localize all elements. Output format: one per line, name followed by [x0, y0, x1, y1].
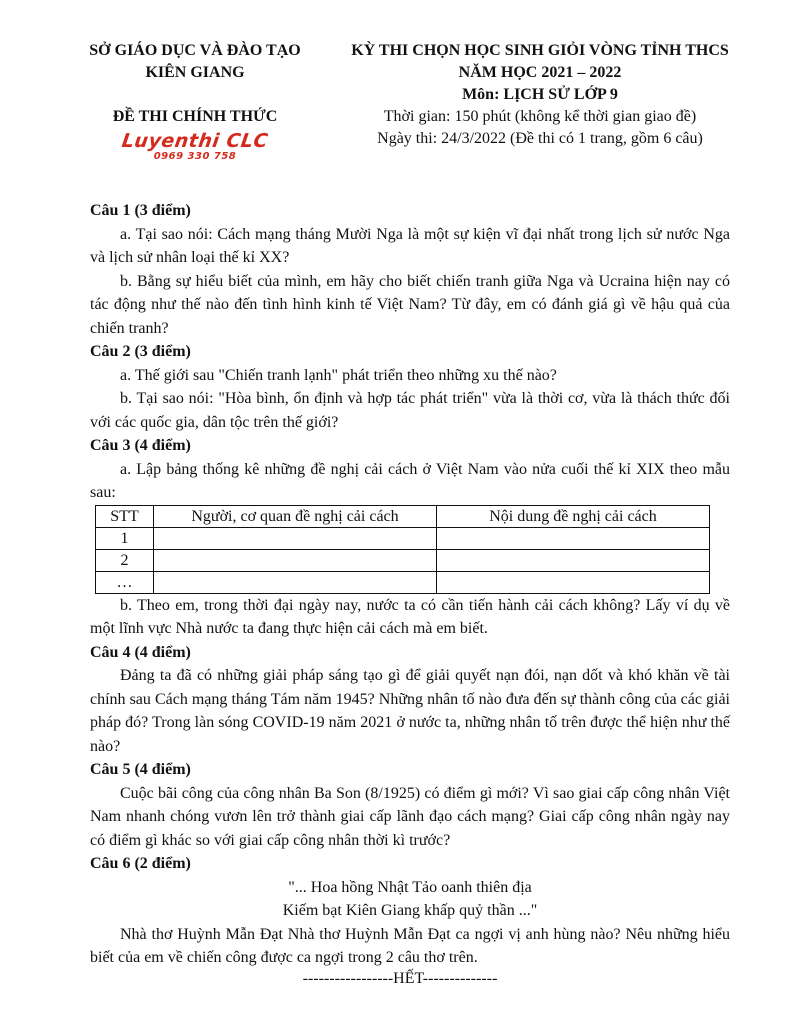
- question-part-a: a. Tại sao nói: Cách mạng tháng Mười Nga là một sự kiện vĩ đại nhất trong lịch sử nước Nga và lịch sử nhân loại thế kỉ XX?: [90, 225, 730, 266]
- table-header-cell: Người, cơ quan đề nghị cải cách: [154, 505, 437, 527]
- table-cell-stt: 1: [96, 527, 154, 549]
- table-row: [96, 527, 710, 549]
- question-part-b: b. Theo em, trong thời đại ngày nay, nước ta có cần tiến hành cải cách không? Lấy ví dụ về một lĩnh vực Nhà nước ta đang thực hiện cải cách mà em biết.: [90, 596, 730, 637]
- stamp-phone: 0969 330 758: [153, 151, 237, 162]
- time-line: Thời gian: 150 phút (không kể thời gian giao đề): [383, 108, 697, 125]
- table-cell-empty: [437, 527, 710, 549]
- question-part-a: a. Lập bảng thống kê những đề nghị cải cách ở Việt Nam vào nửa cuối thế kỉ XIX theo mẫu sau:: [90, 460, 730, 501]
- table-header-row: [96, 505, 710, 527]
- question-part-b: b. Tại sao nói: "Hòa bình, ổn định và hợp tác phát triển" vừa là thời cơ, vừa là thách thức đối với các quốc gia, dân tộc trên thế giới?: [90, 390, 730, 431]
- table-row: [96, 549, 710, 571]
- table-row: [96, 571, 710, 593]
- question-part-a: a. Thế giới sau "Chiến tranh lạnh" phát triển theo những xu thế nào?: [120, 366, 557, 384]
- question-title: Câu 4 (4 điểm): [90, 643, 191, 661]
- exam-header: [318, 40, 762, 150]
- question-title: Câu 3 (4 điểm): [90, 437, 191, 454]
- table-cell-empty: [437, 549, 710, 571]
- table-cell-empty: [154, 571, 437, 593]
- department-name: SỞ GIÁO DỤC VÀ ĐÀO TẠO: [89, 42, 301, 59]
- poem-line-2: Kiếm bạt Kiên Giang khấp quỷ thần ...": [282, 902, 538, 919]
- school-year: NĂM HỌC 2021 – 2022: [458, 64, 622, 81]
- reform-statistics-table: [95, 505, 710, 594]
- question-body: Nhà thơ Huỳnh Mẫn Đạt Nhà thơ Huỳnh Mẫn Đạt ca ngợi vị anh hùng nào? Nêu những hiểu biết của em về chiến công được ca ngợi trong 2 câu thơ trên.: [90, 925, 730, 966]
- question-3: [90, 434, 730, 641]
- question-title: Câu 2 (3 điểm): [90, 343, 191, 360]
- issuer-header: [60, 40, 330, 128]
- question-4: [90, 641, 730, 759]
- question-6: [90, 852, 730, 970]
- question-5: [90, 758, 730, 852]
- luyenthi-logo-stamp: [110, 131, 280, 162]
- date-line: Ngày thi: 24/3/2022 (Đề thi có 1 trang, gồm 6 câu): [377, 130, 703, 147]
- province-name: KIÊN GIANG: [145, 64, 245, 81]
- official-exam-label: ĐỀ THI CHÍNH THỨC: [112, 108, 278, 125]
- table-cell-stt: …: [96, 571, 154, 593]
- table-cell-stt: 2: [96, 549, 154, 571]
- exam-title: KỲ THI CHỌN HỌC SINH GIỎI VÒNG TỈNH THCS: [351, 42, 729, 59]
- subject-line: Môn: LỊCH SỬ LỚP 9: [462, 86, 618, 103]
- table-cell-empty: [154, 527, 437, 549]
- end-marker: -----------------HẾT--------------: [302, 970, 498, 987]
- exam-body: [90, 199, 730, 970]
- question-2: [90, 340, 730, 434]
- table-header-cell: STT: [96, 505, 154, 527]
- poem-line-1: "... Hoa hồng Nhật Tảo oanh thiên địa: [288, 878, 532, 896]
- table-header-cell: Nội dung đề nghị cải cách: [437, 505, 710, 527]
- question-title: Câu 1 (3 điểm): [90, 202, 191, 219]
- question-title: Câu 5 (4 điểm): [90, 761, 191, 778]
- question-body: Đảng ta đã có những giải pháp sáng tạo gì để giải quyết nạn đói, nạn dốt và khó khăn về tài chính sau Cách mạng tháng Tám năm 1945? Những nhân tố nào đưa đến sự thành công của các giải pháp đó? Trong làn sóng COVID-19 năm 2021 ở nước ta, những nhân tố trên được thể hiện như thế nào?: [90, 667, 730, 755]
- question-part-b: b. Bằng sự hiểu biết của mình, em hãy cho biết chiến tranh giữa Nga và Ucraina hiện nay có tác động như thế nào đến tình hình kinh tế Việt Nam? Từ đây, em có đánh giá gì về hậu quả của chiến tranh?: [90, 272, 730, 337]
- stamp-logo-text: Luyenthi CLC: [120, 130, 270, 152]
- question-body: Cuộc bãi công của công nhân Ba Son (8/1925) có điểm gì mới? Vì sao giai cấp công nhân Việt Nam nhanh chóng vươn lên trở thành giai cấp lãnh đạo cách mạng? Giai cấp công nhân ngày nay có điểm gì khác so với giai cấp công nhân thời kì trước?: [90, 784, 730, 849]
- question-1: [90, 199, 730, 340]
- table-cell-empty: [154, 549, 437, 571]
- table-cell-empty: [437, 571, 710, 593]
- question-title: Câu 6 (2 điểm): [90, 855, 191, 872]
